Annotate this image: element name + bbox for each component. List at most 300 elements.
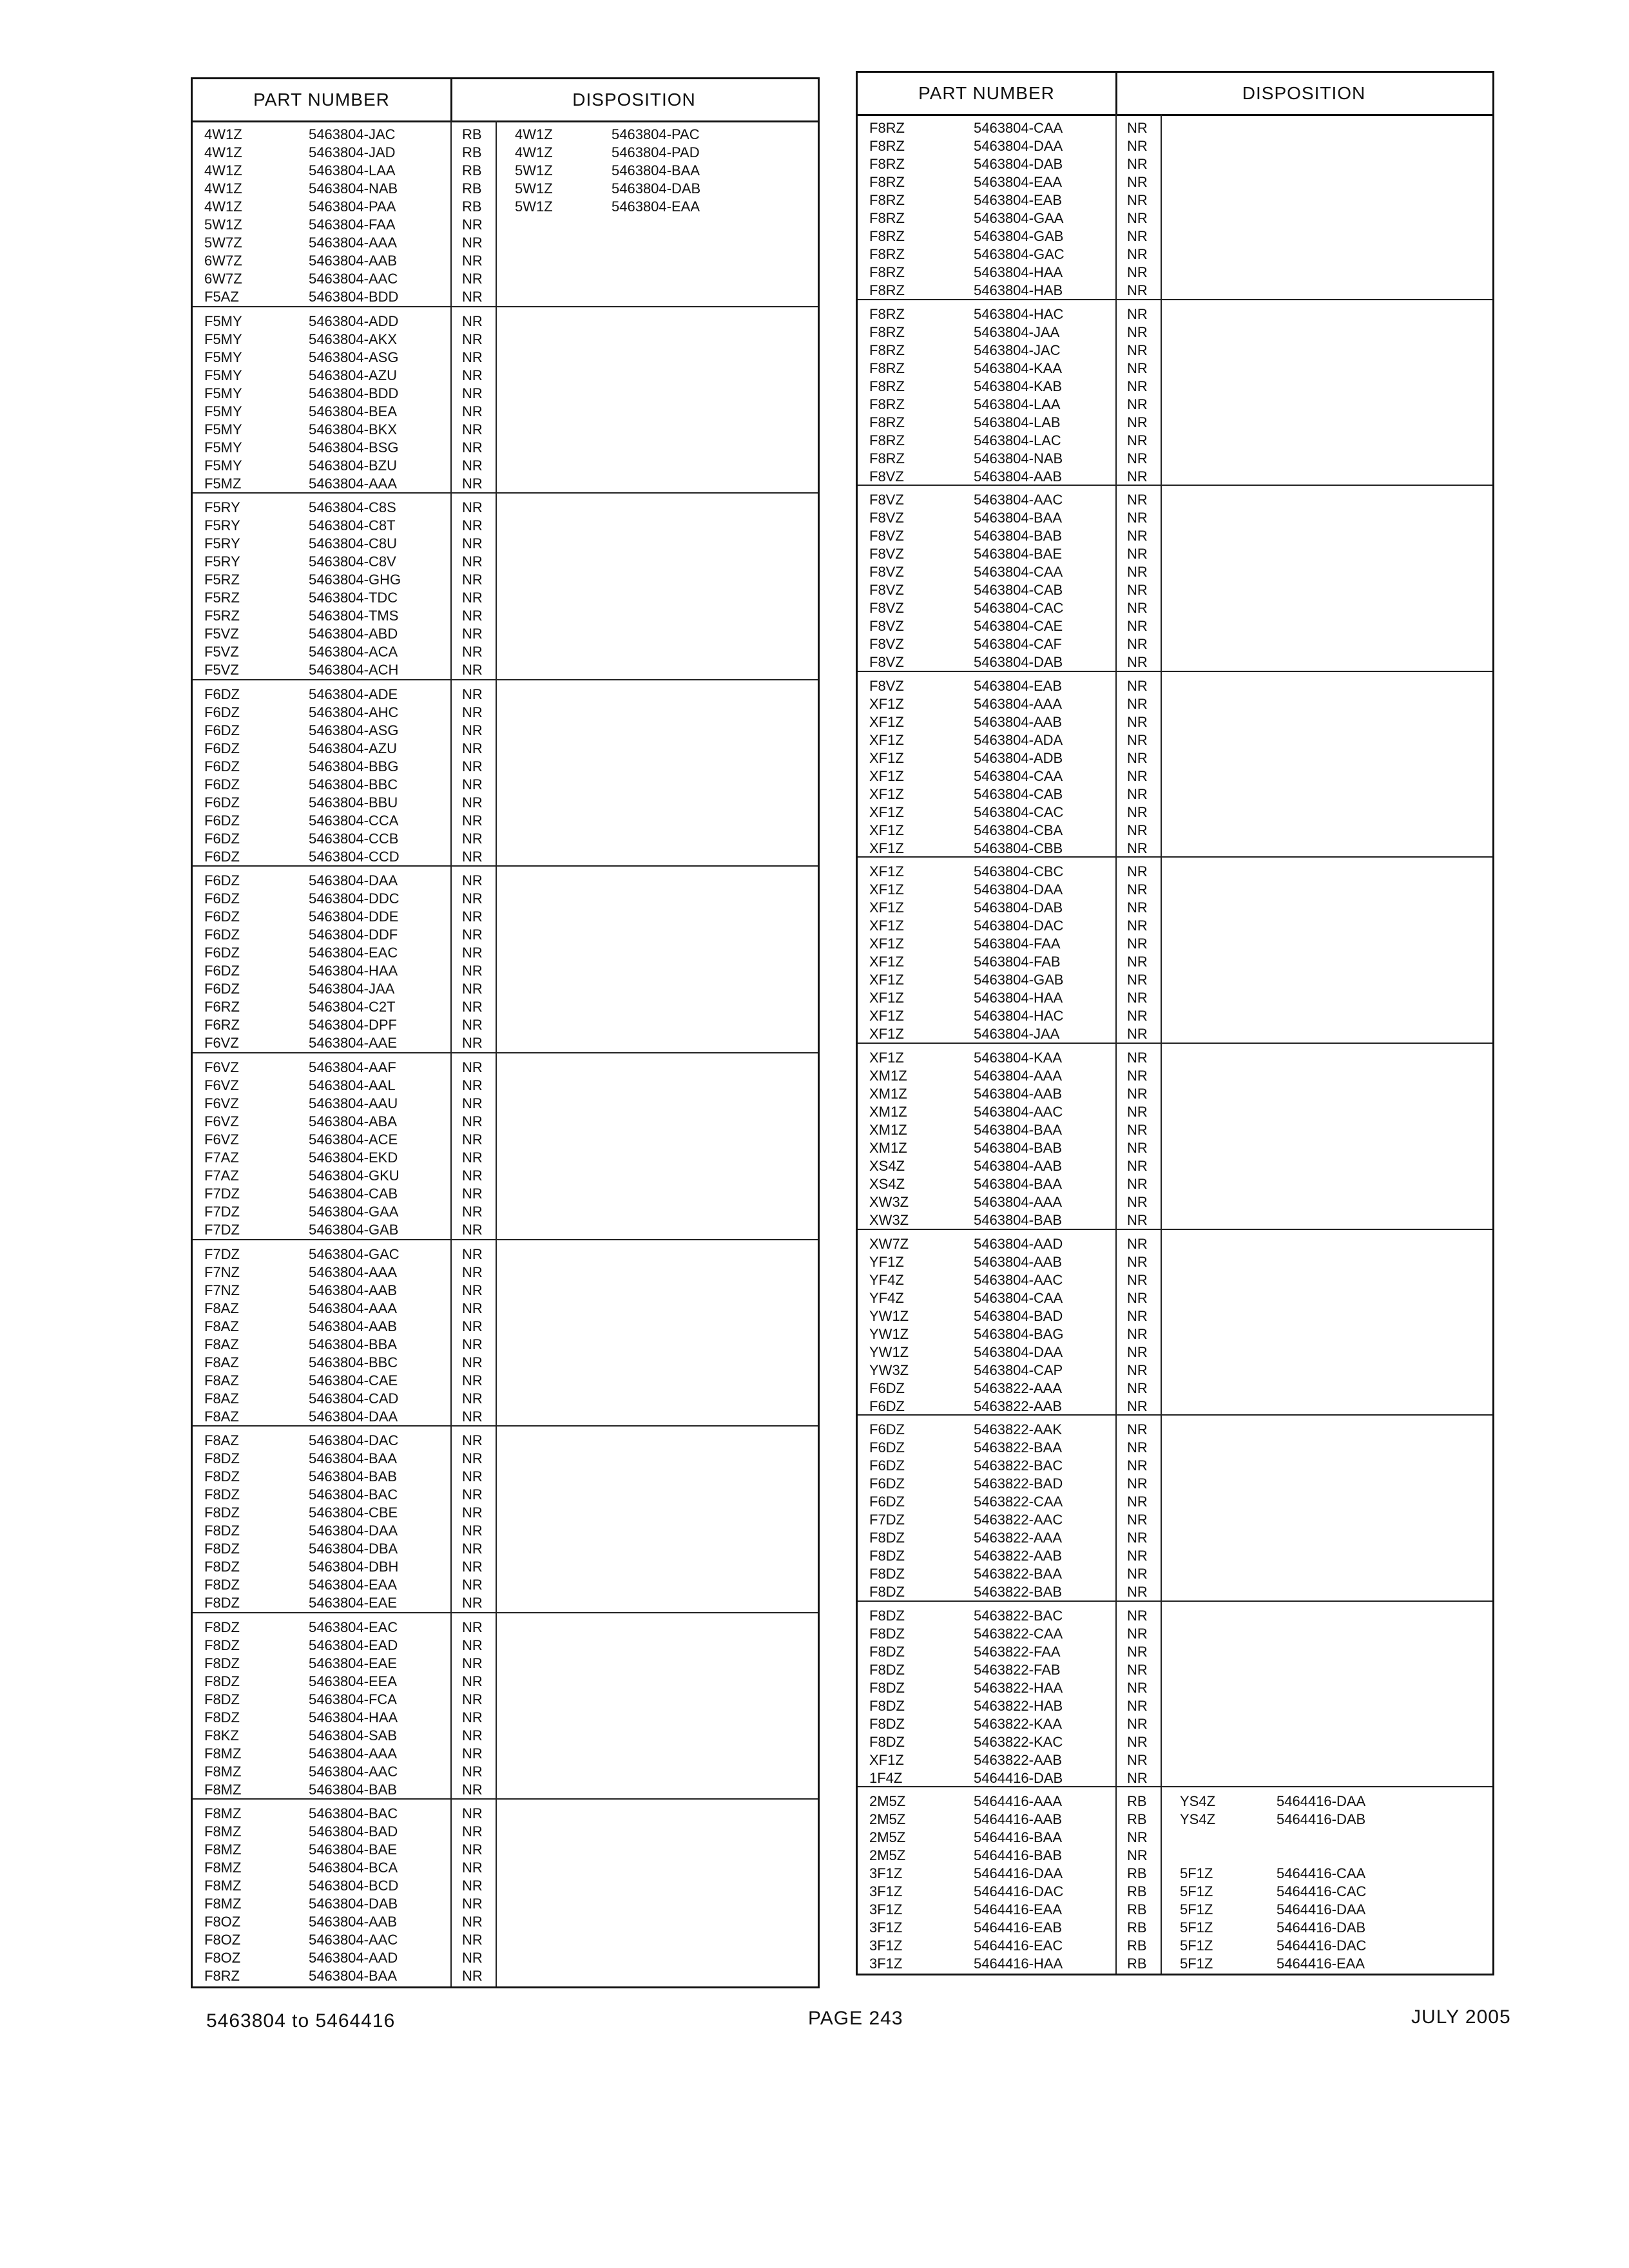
table-row bbox=[193, 1113, 818, 1131]
disposition-code: NR bbox=[1127, 528, 1148, 544]
model-code: F8VZ bbox=[869, 654, 904, 671]
model-code: F8DZ bbox=[204, 1523, 240, 1539]
part-number: 5463804-BBC bbox=[309, 1354, 398, 1370]
part-number: 5463804-EAA bbox=[309, 1577, 397, 1593]
table-row bbox=[858, 1811, 1492, 1829]
disposition-code: NR bbox=[1127, 954, 1148, 970]
disposition-code: NR bbox=[1127, 282, 1148, 298]
model-code: XF1Z bbox=[869, 803, 904, 820]
part-number: 5463804-BAB bbox=[309, 1781, 397, 1798]
model-code: XM1Z bbox=[869, 1086, 907, 1102]
part-number: 5463804-NAB bbox=[974, 450, 1063, 466]
disposition-code: NR bbox=[462, 1282, 483, 1298]
model-code: F5RY bbox=[204, 535, 240, 552]
model-code: F8MZ bbox=[204, 1841, 242, 1858]
replacement-part: 5464416-DAB bbox=[1277, 1919, 1366, 1936]
part-number: 5463804-BEA bbox=[309, 403, 397, 419]
footer-range: 5463804 to 5464416 bbox=[206, 2010, 396, 2032]
part-number: 5463804-BDD bbox=[309, 385, 399, 401]
model-code: F6DZ bbox=[204, 776, 240, 793]
model-code: F5MY bbox=[204, 421, 242, 437]
disposition-code: NR bbox=[462, 1059, 483, 1075]
model-code: XF1Z bbox=[869, 731, 904, 748]
disposition-code: NR bbox=[1127, 396, 1148, 412]
disposition-code: NR bbox=[1127, 1715, 1148, 1732]
table-row bbox=[193, 704, 818, 722]
disposition-code: NR bbox=[1127, 972, 1148, 988]
part-number-header: PART NUMBER bbox=[193, 79, 450, 122]
model-code: 5W7Z bbox=[204, 235, 242, 251]
part-number: 5463804-DBA bbox=[309, 1541, 398, 1557]
model-code: F8MZ bbox=[204, 1860, 242, 1876]
part-number: 5463804-DAA bbox=[974, 881, 1063, 898]
table-row bbox=[193, 944, 818, 962]
disposition-code: NR bbox=[462, 1450, 483, 1467]
part-number: 5463804-EAB bbox=[974, 192, 1062, 208]
table-row bbox=[858, 1847, 1492, 1865]
table-row bbox=[193, 144, 818, 162]
table-row bbox=[193, 1655, 818, 1673]
model-code: F6DZ bbox=[204, 830, 240, 847]
part-number: 5463804-CCB bbox=[309, 830, 399, 847]
table-row bbox=[858, 545, 1492, 563]
table-row bbox=[193, 1841, 818, 1859]
disposition-code: NR bbox=[1127, 174, 1148, 190]
model-code: F7DZ bbox=[204, 1245, 240, 1262]
model-code: XF1Z bbox=[869, 695, 904, 712]
table-row bbox=[193, 740, 818, 758]
table-row bbox=[858, 323, 1492, 341]
model-code: 3F1Z bbox=[869, 1883, 903, 1900]
model-code: 4W1Z bbox=[204, 180, 242, 197]
disposition-code: NR bbox=[462, 908, 483, 925]
replacement-model: 4W1Z bbox=[515, 144, 553, 160]
table-row bbox=[193, 1805, 818, 1823]
model-code: F7DZ bbox=[204, 1204, 240, 1220]
table-row bbox=[858, 1583, 1492, 1601]
model-code: F5MY bbox=[204, 403, 242, 419]
part-number: 5463804-DAB bbox=[974, 899, 1063, 916]
table-row bbox=[193, 1763, 818, 1781]
part-number: 5463804-BBU bbox=[309, 794, 398, 811]
table-row bbox=[193, 1390, 818, 1408]
part-number: 5463822-HAB bbox=[974, 1697, 1063, 1714]
model-code: F8MZ bbox=[204, 1878, 242, 1894]
disposition-code: NR bbox=[462, 1408, 483, 1425]
part-number: 5463804-BAA bbox=[974, 1122, 1062, 1138]
part-number: 5463822-BAC bbox=[974, 1457, 1063, 1474]
disposition-code: NR bbox=[462, 439, 483, 456]
part-number: 5463804-DDC bbox=[309, 890, 400, 907]
part-number: 5463804-BAD bbox=[974, 1307, 1063, 1324]
model-code: XF1Z bbox=[869, 972, 904, 988]
disposition-code: NR bbox=[1127, 432, 1148, 448]
part-number: 5463804-ACA bbox=[309, 644, 398, 660]
table-row bbox=[858, 137, 1492, 155]
model-code: F7NZ bbox=[204, 1264, 240, 1280]
part-number: 5463804-KAB bbox=[974, 378, 1062, 394]
disposition-code: NR bbox=[462, 331, 483, 347]
table-row bbox=[858, 677, 1492, 695]
part-number: 5463804-AKX bbox=[309, 331, 397, 347]
part-number: 5463804-AAF bbox=[309, 1059, 396, 1075]
table-row bbox=[193, 312, 818, 331]
part-number: 5463804-AAB bbox=[974, 1158, 1062, 1174]
model-code: F8OZ bbox=[204, 1932, 241, 1948]
disposition-code: RB bbox=[1127, 1956, 1147, 1972]
part-number: 5463804-BAB bbox=[974, 1140, 1062, 1156]
table-row bbox=[193, 252, 818, 270]
part-number: 5463822-AAC bbox=[974, 1512, 1063, 1528]
table-row bbox=[858, 1325, 1492, 1343]
model-code: F8VZ bbox=[869, 600, 904, 617]
part-number: 5463804-CAD bbox=[309, 1390, 399, 1407]
table-row bbox=[193, 553, 818, 571]
disposition-code: NR bbox=[1127, 1530, 1148, 1546]
part-number: 5463804-AAC bbox=[974, 1104, 1063, 1120]
part-number: 5463804-FAB bbox=[974, 954, 1061, 970]
table-row bbox=[193, 1931, 818, 1949]
disposition-code: NR bbox=[462, 367, 483, 383]
part-number: 5463804-ADB bbox=[974, 749, 1063, 766]
table-row bbox=[858, 1475, 1492, 1493]
model-code: F8DZ bbox=[204, 1637, 240, 1653]
part-number: 5463804-EAD bbox=[309, 1637, 398, 1653]
disposition-code: NR bbox=[1127, 695, 1148, 712]
model-code: F6DZ bbox=[204, 981, 240, 997]
disposition-code: NR bbox=[1127, 1271, 1148, 1288]
part-number: 5463804-BBC bbox=[309, 776, 398, 793]
table-row bbox=[858, 1955, 1492, 1973]
part-number: 5463804-AZU bbox=[309, 740, 397, 756]
part-number: 5463822-HAA bbox=[974, 1679, 1063, 1696]
model-code: F8AZ bbox=[204, 1318, 239, 1334]
table-row bbox=[858, 563, 1492, 581]
replacement-model: YS4Z bbox=[1180, 1793, 1216, 1810]
disposition-code: NR bbox=[1127, 564, 1148, 581]
row-group bbox=[193, 1800, 818, 1986]
table-row bbox=[193, 1203, 818, 1221]
model-code: XW3Z bbox=[869, 1194, 909, 1210]
table-row bbox=[858, 767, 1492, 785]
part-number: 5463804-DAB bbox=[974, 654, 1063, 671]
table-row bbox=[193, 499, 818, 517]
table-row bbox=[858, 414, 1492, 432]
part-number: 5463804-AAL bbox=[309, 1077, 396, 1093]
disposition-code: NR bbox=[1127, 1235, 1148, 1252]
part-number: 5463804-HAA bbox=[974, 990, 1063, 1006]
disposition-code: NR bbox=[462, 1619, 483, 1635]
disposition-code: NR bbox=[1127, 414, 1148, 430]
part-number: 5463804-DBH bbox=[309, 1559, 399, 1575]
table-row bbox=[858, 1139, 1492, 1157]
table-row bbox=[858, 653, 1492, 671]
table-row bbox=[193, 1691, 818, 1709]
part-number: 5463804-ABA bbox=[309, 1113, 397, 1129]
model-code: F6DZ bbox=[869, 1421, 905, 1438]
disposition-code: NR bbox=[462, 1017, 483, 1033]
disposition-code: NR bbox=[462, 1300, 483, 1316]
table-row bbox=[193, 1016, 818, 1034]
model-code: F5VZ bbox=[204, 644, 239, 660]
disposition-code: NR bbox=[462, 686, 483, 702]
disposition-code: NR bbox=[1127, 1439, 1148, 1456]
disposition-code: NR bbox=[462, 608, 483, 624]
model-code: F8RZ bbox=[869, 174, 905, 190]
disposition-code: NR bbox=[462, 403, 483, 419]
disposition-code: NR bbox=[462, 945, 483, 961]
part-number: 5463822-CAA bbox=[974, 1625, 1063, 1642]
table-row bbox=[193, 234, 818, 252]
part-number: 5463804-CAE bbox=[974, 618, 1063, 635]
disposition-code: NR bbox=[462, 1113, 483, 1129]
model-code: F8RZ bbox=[869, 156, 905, 172]
model-code: F5RZ bbox=[204, 590, 240, 606]
model-code: XM1Z bbox=[869, 1122, 907, 1138]
table-row bbox=[858, 695, 1492, 713]
table-row bbox=[858, 1211, 1492, 1229]
table-row bbox=[193, 643, 818, 661]
model-code: F8RZ bbox=[869, 264, 905, 280]
model-code: F7NZ bbox=[204, 1282, 240, 1298]
disposition-code: NR bbox=[1127, 1512, 1148, 1528]
model-code: F8VZ bbox=[869, 468, 904, 485]
part-number: 5463804-KAA bbox=[974, 360, 1062, 376]
part-number: 5463804-AAB bbox=[309, 253, 397, 269]
table-row bbox=[193, 848, 818, 866]
model-code: F8DZ bbox=[204, 1673, 240, 1689]
disposition-code: NR bbox=[462, 1781, 483, 1798]
disposition-code: NR bbox=[1127, 785, 1148, 802]
part-number: 5463804-TMS bbox=[309, 608, 399, 624]
part-number: 5463804-JAC bbox=[309, 126, 396, 142]
model-code: F8DZ bbox=[869, 1661, 905, 1678]
part-number: 5463804-BBA bbox=[309, 1336, 397, 1352]
table-row bbox=[858, 527, 1492, 545]
disposition-code: NR bbox=[1127, 492, 1148, 508]
model-code: F8DZ bbox=[204, 1450, 240, 1467]
model-code: F8DZ bbox=[869, 1566, 905, 1582]
disposition-code: NR bbox=[1127, 510, 1148, 526]
part-number: 5463804-JAA bbox=[974, 1026, 1060, 1043]
model-code: F8DZ bbox=[869, 1733, 905, 1750]
table-row bbox=[193, 758, 818, 776]
part-number: 5464416-DAA bbox=[974, 1865, 1063, 1882]
table-row bbox=[193, 349, 818, 367]
part-number: 5463822-AAK bbox=[974, 1421, 1062, 1438]
model-code: XF1Z bbox=[869, 863, 904, 880]
table-row bbox=[193, 1895, 818, 1913]
table-row bbox=[858, 749, 1492, 767]
disposition-code: NR bbox=[462, 1932, 483, 1948]
footer-page: PAGE 243 bbox=[808, 2008, 903, 2029]
model-code: XF1Z bbox=[869, 767, 904, 784]
part-number: 5463822-AAA bbox=[974, 1530, 1062, 1546]
part-number: 5463804-AAB bbox=[974, 713, 1062, 730]
model-code: F6DZ bbox=[204, 812, 240, 829]
table-row bbox=[193, 1185, 818, 1203]
table-row bbox=[858, 899, 1492, 917]
disposition-code: NR bbox=[1127, 767, 1148, 784]
part-number: 5463822-FAB bbox=[974, 1661, 1061, 1678]
disposition-code: NR bbox=[462, 1655, 483, 1671]
replacement-part: 5464416-DAC bbox=[1277, 1937, 1367, 1954]
model-code: 2M5Z bbox=[869, 1811, 906, 1828]
part-number-header: PART NUMBER bbox=[858, 73, 1115, 116]
table-row bbox=[193, 1673, 818, 1691]
model-code: F8RZ bbox=[869, 341, 905, 358]
disposition-code: NR bbox=[462, 385, 483, 401]
table-row bbox=[858, 1361, 1492, 1379]
model-code: 2M5Z bbox=[869, 1847, 906, 1864]
table-row bbox=[193, 794, 818, 812]
disposition-code: NR bbox=[462, 1559, 483, 1575]
part-number: 5463804-DDF bbox=[309, 927, 398, 943]
replacement-model: 5F1Z bbox=[1180, 1865, 1213, 1882]
table-row bbox=[858, 1529, 1492, 1547]
model-code: F5MY bbox=[204, 312, 242, 329]
model-code: XF1Z bbox=[869, 918, 904, 934]
disposition-code: NR bbox=[462, 812, 483, 829]
part-number: 5463804-BCA bbox=[309, 1860, 398, 1876]
disposition-code: NR bbox=[1127, 138, 1148, 154]
model-code: 6W7Z bbox=[204, 253, 242, 269]
model-code: 4W1Z bbox=[204, 198, 242, 215]
model-code: XS4Z bbox=[869, 1176, 905, 1192]
model-code: F8VZ bbox=[869, 582, 904, 599]
part-number: 5463822-BAB bbox=[974, 1584, 1062, 1600]
model-code: XW7Z bbox=[869, 1235, 909, 1252]
model-code: XF1Z bbox=[869, 954, 904, 970]
table-row bbox=[858, 1715, 1492, 1733]
replacement-part: 5463804-EAA bbox=[612, 198, 700, 215]
disposition-code: NR bbox=[1127, 305, 1148, 322]
table-row bbox=[193, 722, 818, 740]
disposition-code: NR bbox=[462, 1823, 483, 1840]
model-code: F5MY bbox=[204, 367, 242, 383]
model-code: F5RY bbox=[204, 499, 240, 516]
part-number: 5463804-AAB bbox=[309, 1282, 397, 1298]
disposition-code: NR bbox=[1127, 840, 1148, 856]
part-number: 5463804-CBC bbox=[974, 863, 1064, 880]
part-number: 5463822-AAB bbox=[974, 1398, 1062, 1414]
table-row bbox=[193, 1967, 818, 1985]
table-row bbox=[858, 191, 1492, 209]
disposition-code: NR bbox=[1127, 600, 1148, 617]
model-code: F8DZ bbox=[869, 1715, 905, 1732]
model-code: F6DZ bbox=[204, 704, 240, 720]
part-number: 5464416-DAB bbox=[974, 1769, 1063, 1786]
table-row bbox=[858, 1307, 1492, 1325]
row-group bbox=[858, 672, 1492, 858]
disposition-code: NR bbox=[462, 216, 483, 233]
model-code: F8MZ bbox=[204, 1823, 242, 1840]
part-number: 5463804-EKD bbox=[309, 1149, 398, 1166]
disposition-code: RB bbox=[1127, 1811, 1147, 1828]
replacement-part: 5464416-DAA bbox=[1277, 1901, 1366, 1918]
disposition-code: NR bbox=[462, 1468, 483, 1485]
table-row bbox=[193, 162, 818, 180]
model-code: F8RZ bbox=[869, 450, 905, 466]
part-number: 5463804-CAA bbox=[974, 564, 1063, 581]
table-row bbox=[193, 180, 818, 198]
model-code: F8AZ bbox=[204, 1372, 239, 1389]
table-row bbox=[193, 198, 818, 216]
model-code: F8RZ bbox=[869, 323, 905, 340]
table-row bbox=[193, 776, 818, 794]
disposition-code: NR bbox=[1127, 1379, 1148, 1396]
disposition-code: NR bbox=[462, 704, 483, 720]
table-row bbox=[858, 731, 1492, 749]
part-number: 5463804-BAC bbox=[309, 1805, 398, 1822]
table-row bbox=[193, 1221, 818, 1239]
part-number: 5463804-BAD bbox=[309, 1823, 398, 1840]
disposition-code: NR bbox=[462, 1486, 483, 1503]
disposition-code: NR bbox=[462, 572, 483, 588]
disposition-code: NR bbox=[1127, 1140, 1148, 1156]
disposition-code: NR bbox=[1127, 731, 1148, 748]
disposition-code: NR bbox=[462, 1914, 483, 1930]
model-code: 3F1Z bbox=[869, 1919, 903, 1936]
model-code: F6VZ bbox=[204, 1113, 239, 1129]
replacement-model: 5F1Z bbox=[1180, 1919, 1213, 1936]
part-number: 5463804-AAC bbox=[309, 1932, 398, 1948]
disposition-code: NR bbox=[462, 794, 483, 811]
table-row bbox=[858, 1511, 1492, 1529]
model-code: F6DZ bbox=[869, 1475, 905, 1492]
disposition-code: NR bbox=[1127, 1847, 1148, 1864]
disposition-code: NR bbox=[1127, 1086, 1148, 1102]
disposition-code: NR bbox=[462, 1673, 483, 1689]
model-code: F8DZ bbox=[204, 1504, 240, 1521]
disposition-code: RB bbox=[1127, 1919, 1147, 1936]
disposition-code: NR bbox=[1127, 1158, 1148, 1174]
part-number: 5463804-BZU bbox=[309, 457, 397, 474]
part-number: 5463804-BAC bbox=[309, 1486, 398, 1503]
disposition-code: NR bbox=[462, 590, 483, 606]
disposition-code: NR bbox=[462, 981, 483, 997]
disposition-code: NR bbox=[462, 1745, 483, 1762]
model-code: F6DZ bbox=[204, 872, 240, 889]
model-code: F8VZ bbox=[869, 564, 904, 581]
part-number: 5463804-EAC bbox=[309, 945, 398, 961]
table-row bbox=[193, 1637, 818, 1655]
table-row bbox=[858, 1103, 1492, 1121]
part-number: 5463804-BAE bbox=[974, 546, 1062, 562]
model-code: XM1Z bbox=[869, 1104, 907, 1120]
disposition-code: NR bbox=[1127, 822, 1148, 838]
model-code: F8DZ bbox=[204, 1595, 240, 1611]
table-row bbox=[858, 1085, 1492, 1103]
table-row bbox=[193, 607, 818, 625]
table-row bbox=[858, 1289, 1492, 1307]
model-code: F8VZ bbox=[869, 618, 904, 635]
disposition-code: NR bbox=[462, 963, 483, 979]
footer-date: JULY 2005 bbox=[1411, 2006, 1511, 2028]
part-number: 5463804-ACE bbox=[309, 1131, 398, 1148]
row-group bbox=[858, 1044, 1492, 1230]
table-row bbox=[858, 1769, 1492, 1787]
disposition-code: NR bbox=[462, 1709, 483, 1725]
model-code: F8DZ bbox=[869, 1584, 905, 1600]
part-number: 5463804-CAA bbox=[974, 1289, 1063, 1306]
table-row bbox=[858, 1625, 1492, 1643]
table-row bbox=[858, 396, 1492, 414]
part-number: 5463804-CAA bbox=[974, 120, 1063, 136]
part-number: 5463804-CAB bbox=[309, 1186, 398, 1202]
part-number: 5463804-KAA bbox=[974, 1050, 1062, 1066]
table-row bbox=[193, 1709, 818, 1727]
